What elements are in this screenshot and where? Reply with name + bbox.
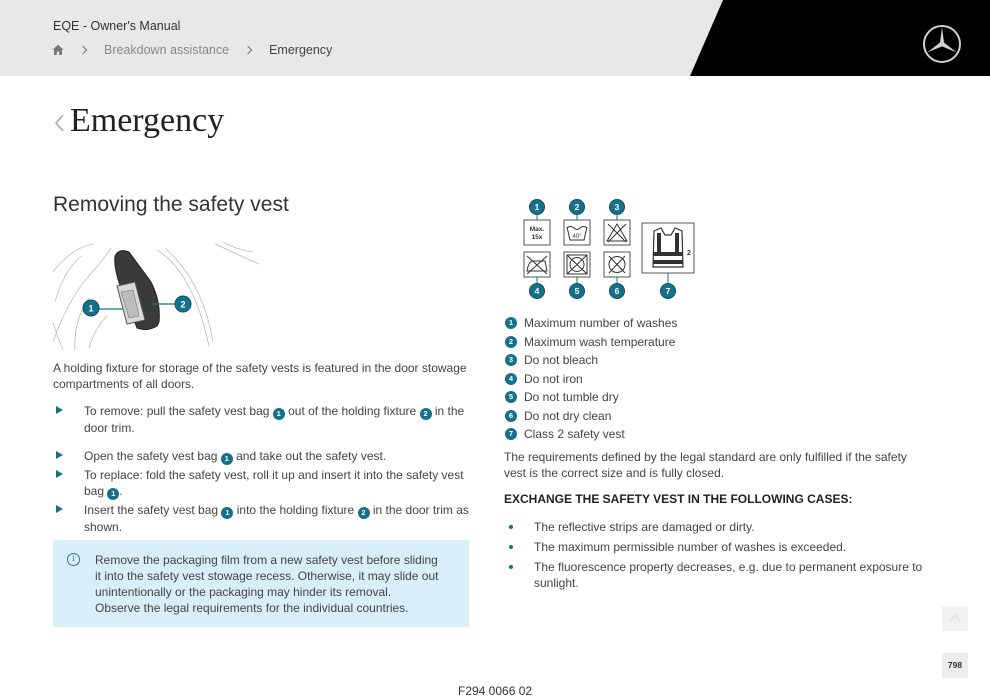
list-item: The reflective strips are damaged or dirty.: [504, 519, 924, 535]
care-symbol-legend: [505, 314, 677, 444]
do-not-dry-clean-symbol: [604, 252, 630, 277]
exchange-cases-list: [504, 519, 924, 595]
svg-text:Max.: Max.: [529, 226, 545, 233]
arrow-bullet-icon: [56, 406, 63, 414]
arrow-bullet-icon: [56, 470, 63, 478]
step-list: [53, 403, 473, 537]
legend-item: 2 Maximum wash temperature: [505, 333, 677, 352]
callout-number: 1: [107, 488, 119, 500]
info-line: unintentionally or the packaging may hinder its removal.: [95, 585, 392, 599]
list-item: The maximum permissible number of washes is exceeded.: [504, 539, 924, 555]
arrow-bullet-icon: [56, 451, 63, 459]
callout-2: [175, 296, 191, 312]
class-2-vest-symbol: [642, 223, 694, 273]
callout-number: 1: [505, 317, 517, 329]
info-line: Remove the packaging film from a new safety vest before sliding: [95, 553, 438, 567]
svg-text:2: 2: [574, 202, 580, 212]
exchange-heading: EXCHANGE THE SAFETY VEST IN THE FOLLOWING CASES:: [504, 492, 853, 506]
list-item: Insert the safety vest bag 1 into the holding fixture 2 in the door trim as shown.: [53, 502, 473, 535]
callout-2: [570, 200, 585, 215]
info-line: it into the safety vest stowage recess. Otherwise, it may slide out: [95, 569, 439, 583]
scroll-to-top-button[interactable]: [942, 606, 968, 631]
svg-text:1: 1: [88, 303, 94, 314]
breadcrumb-link-breakdown-assistance[interactable]: Breakdown assistance: [104, 43, 230, 57]
info-notice: [53, 540, 469, 627]
callout-number: 2: [358, 507, 370, 519]
breadcrumb-current-emergency: Emergency: [269, 43, 333, 57]
callout-number: 5: [505, 391, 517, 403]
callout-number: 6: [505, 410, 517, 422]
section-title: Removing the safety vest: [53, 193, 289, 216]
callout-number: 1: [221, 507, 233, 519]
page-number-badge: 798: [942, 653, 968, 678]
legend-item: 3 Do not bleach: [505, 351, 677, 370]
app-title: EQE - Owner's Manual: [53, 19, 181, 33]
legend-item: 7 Class 2 safety vest: [505, 425, 677, 444]
svg-text:3: 3: [614, 202, 620, 212]
svg-text:2: 2: [180, 299, 186, 310]
svg-text:5: 5: [574, 286, 580, 296]
callout-6: [610, 284, 625, 299]
mercedes-star-logo[interactable]: [921, 23, 963, 65]
legend-item: 1 Maximum number of washes: [505, 314, 677, 333]
callout-number: 1: [273, 408, 285, 420]
info-line: Observe the legal requirements for the individual countries.: [95, 601, 409, 615]
svg-text:40°: 40°: [572, 234, 582, 240]
list-item: To remove: pull the safety vest bag 1 out of the holding fixture 2 in the door trim.: [53, 403, 473, 436]
figure-code: F294 0066 02: [458, 684, 533, 698]
callout-4: [530, 284, 545, 299]
breadcrumb: [52, 42, 332, 58]
legend-item: 5 Do not tumble dry: [505, 388, 677, 407]
legend-item: 6 Do not dry clean: [505, 407, 677, 426]
arrow-bullet-icon: [56, 505, 63, 513]
callout-number: 1: [221, 453, 233, 465]
arrow-up-icon: [942, 606, 968, 631]
list-item: The fluorescence property decreases, e.g. due to permanent exposure to sunlight.: [504, 559, 924, 591]
max-washes-symbol: [524, 220, 550, 245]
callout-number: 3: [505, 354, 517, 366]
info-icon: i: [67, 553, 80, 566]
svg-text:7: 7: [665, 286, 671, 296]
care-label-figure: [520, 197, 700, 301]
svg-text:2: 2: [687, 250, 691, 257]
svg-text:15x: 15x: [531, 234, 543, 241]
requirements-text: The requirements defined by the legal standard are only fulfilled if the safety vest is the correct size and is fully closed.: [504, 450, 907, 480]
callout-5: [570, 284, 585, 299]
page-title: Emergency: [70, 102, 225, 139]
callout-number: 2: [420, 408, 432, 420]
svg-text:1: 1: [534, 202, 540, 212]
legend-item: 4 Do not iron: [505, 370, 677, 389]
do-not-iron-symbol: [524, 252, 550, 277]
callout-1: [530, 200, 545, 215]
svg-text:6: 6: [614, 286, 620, 296]
safety-vest-door-illustration: [53, 242, 263, 350]
do-not-tumble-dry-symbol: [564, 252, 590, 277]
chevron-right-icon: [79, 46, 87, 54]
chevron-right-icon: [244, 46, 252, 54]
callout-number: 7: [505, 428, 517, 440]
chevron-left-icon[interactable]: [54, 114, 65, 132]
callout-number: 4: [505, 373, 517, 385]
intro-text: A holding fixture for storage of the safety vests is featured in the door stowage compartments of all doors.: [53, 361, 467, 391]
callout-7: [661, 284, 676, 299]
list-item: Open the safety vest bag 1 and take out the safety vest.: [53, 448, 473, 465]
home-icon[interactable]: [52, 44, 64, 56]
callout-1: [83, 300, 99, 316]
do-not-bleach-symbol: [604, 220, 630, 245]
list-item: To replace: fold the safety vest, roll it up and insert it into the safety vest bag 1 .: [53, 467, 473, 500]
callout-number: 2: [505, 336, 517, 348]
wash-temperature-symbol: [564, 220, 590, 245]
callout-3: [610, 200, 625, 215]
svg-text:4: 4: [534, 286, 540, 296]
